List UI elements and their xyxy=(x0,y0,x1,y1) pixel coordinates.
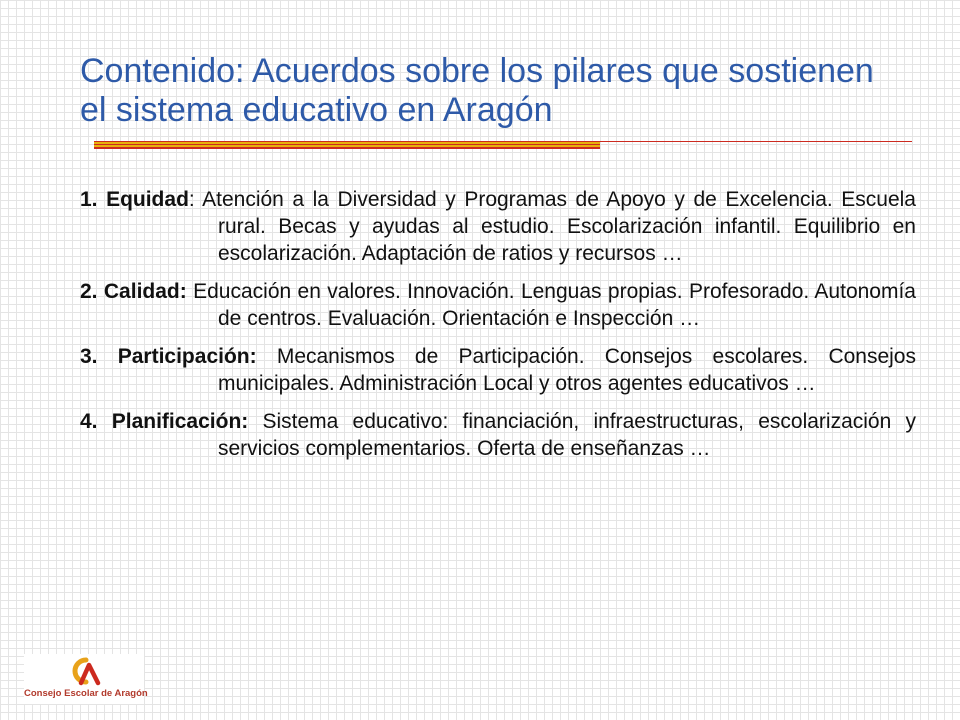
pillar-number: 2. xyxy=(80,280,98,303)
pillar-number: 4. xyxy=(80,410,98,433)
pillar-description: Sistema educativo: financiación, infraestructuras, escolarización y servicios complementarios. Oferta de enseñanzas … xyxy=(218,410,916,460)
pillars-list xyxy=(80,186,916,473)
pillar-item-equidad xyxy=(80,186,916,267)
pillar-name: Equidad xyxy=(106,188,189,211)
logo-text: Consejo Escolar de Aragón xyxy=(24,688,148,699)
pillar-number: 1. xyxy=(80,188,98,211)
consejo-escolar-logo-icon xyxy=(62,656,106,686)
pillar-item-planificacion xyxy=(80,408,916,462)
pillar-name: Participación: xyxy=(117,345,257,368)
consejo-escolar-logo xyxy=(24,654,148,704)
pillar-separator: : xyxy=(188,188,195,211)
pillar-name: Planificación: xyxy=(111,410,249,433)
aragon-flag-stripes xyxy=(94,142,600,149)
slide-title: Contenido: Acuerdos sobre los pilares que sostienen el sistema educativo en Aragón xyxy=(80,52,874,129)
pillar-item-participacion xyxy=(80,343,916,397)
title-underline xyxy=(94,141,912,149)
pillar-description: Atención a la Diversidad y Programas de Apoyo y de Excelencia. Escuela rural. Becas y ayudas al estudio. Escolarización infantil. Equilibrio en escolarización. Adaptación de ratios y recursos … xyxy=(194,188,916,265)
pillar-name: Calidad: xyxy=(103,280,187,303)
pillar-number: 3. xyxy=(80,345,98,368)
pillar-item-calidad xyxy=(80,278,916,332)
pillar-description: Educación en valores. Innovación. Lenguas propias. Profesorado. Autonomía de centros. Evaluación. Orientación e Inspección … xyxy=(186,280,916,330)
pillar-description: Mecanismos de Participación. Consejos escolares. Consejos municipales. Administración Local y otros agentes educativos … xyxy=(218,345,916,395)
